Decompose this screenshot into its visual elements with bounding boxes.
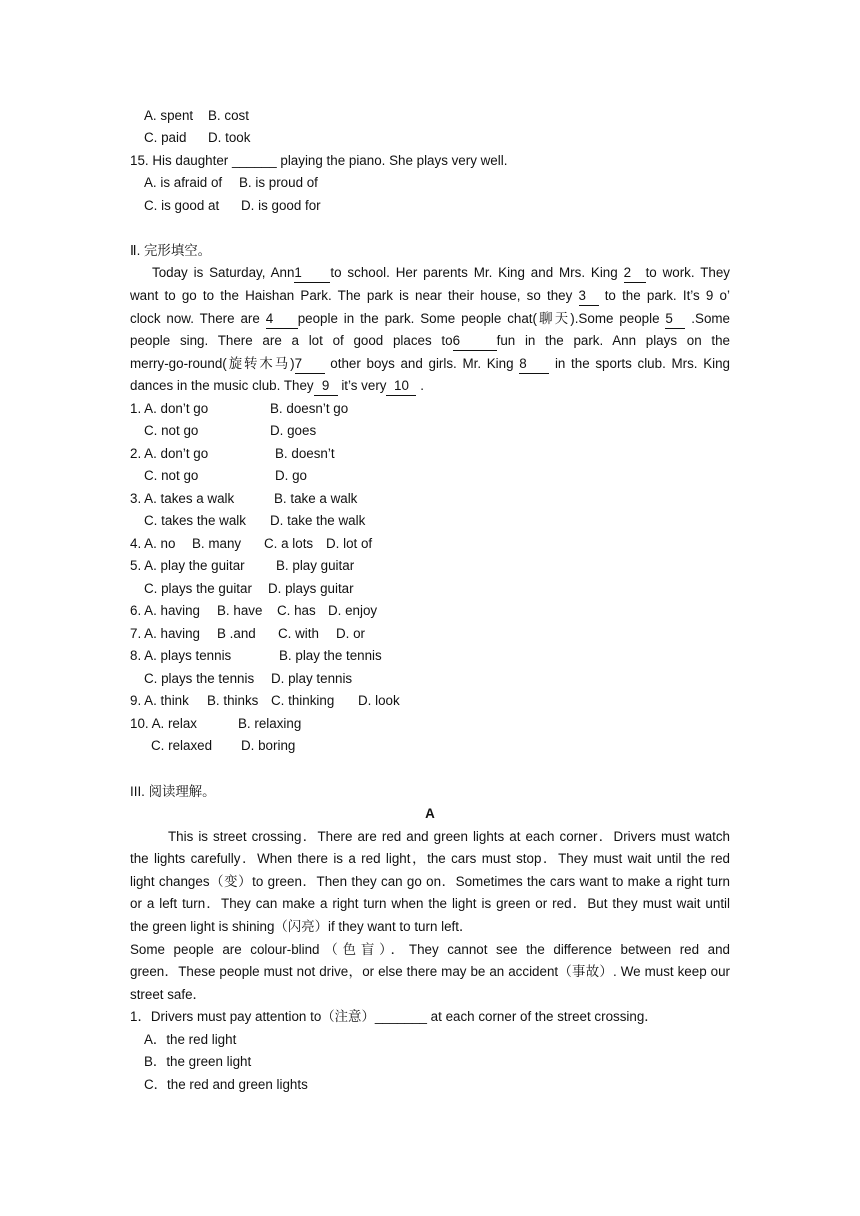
q14-option-b: B. cost (208, 108, 249, 123)
cloze-q5-c: C. plays the guitar (144, 581, 252, 596)
reading-q1-stem: 1．Drivers must pay attention to（注意）_______ at each corner of the street crossing． (130, 1009, 658, 1024)
cloze-q9-d: D. look (358, 693, 400, 708)
reading-line-7: green．These people must not drive，or else there may be an accident（事故）. We must keep our (130, 964, 730, 979)
cloze-q4-d: D. lot of (326, 536, 373, 551)
text: to school. Her parents Mr. King and Mrs. King (330, 265, 624, 280)
blank-10: 10 (386, 377, 416, 396)
blank-5: 5 (665, 310, 685, 329)
q15-option-d: D. is good for (241, 198, 321, 213)
passage-line-5 (130, 353, 730, 375)
text: other boys and girls. Mr. King (324, 356, 520, 371)
cloze-q3-c: C. takes the walk (144, 513, 246, 528)
blank-8: 8 (519, 355, 549, 374)
section2-heading: Ⅱ. 完形填空。 (130, 243, 211, 258)
blank-7: 7 (295, 355, 325, 374)
passage-line-6 (130, 375, 730, 397)
cloze-q8-c: C. plays the tennis (144, 671, 255, 686)
cloze-q3-a: 3. A. takes a walk (130, 491, 235, 506)
reading-q1-option-b: B．the green light (144, 1054, 252, 1069)
text: fun in the park. Ann plays on the (496, 333, 730, 348)
cloze-q3-b: B. take a walk (274, 491, 358, 506)
section3-heading: III. 阅读理解。 (130, 784, 216, 799)
text: want to go to the Haishan Park. The park is near their house, so they (130, 288, 579, 303)
reading-line-5: the green light is shining（闪亮）if they want to turn left． (130, 919, 473, 934)
text: .Some (685, 311, 730, 326)
cloze-q9-a: 9. A. think (130, 693, 189, 708)
passage-a-label: A (425, 806, 435, 821)
cloze-q4-c: C. a lots (264, 536, 314, 551)
passage-line-2 (130, 285, 730, 307)
cloze-q1-c: C. not go (144, 423, 199, 438)
cloze-q6-b: B. have (217, 603, 263, 618)
cloze-q7-a: 7. A. having (130, 626, 200, 641)
cloze-q2-c: C. not go (144, 468, 199, 483)
q15-option-a: A. is afraid of (144, 175, 223, 190)
text: people in the park. Some people chat(聊天).Some people (297, 311, 666, 326)
cloze-q2-d: D. go (275, 468, 308, 483)
cloze-q10-b: B. relaxing (238, 716, 302, 731)
passage-line-1 (130, 262, 730, 284)
q14-option-d: D. took (208, 130, 251, 145)
cloze-q10-d: D. boring (241, 738, 296, 753)
blank-3: 3 (579, 287, 599, 306)
cloze-q10-c: C. relaxed (151, 738, 213, 753)
q14-option-a: A. spent (144, 108, 194, 123)
text: Today is Saturday, Ann (152, 265, 295, 280)
reading-line-8: street safe． (130, 987, 206, 1002)
cloze-q6-c: C. has (277, 603, 316, 618)
cloze-q5-b: B. play guitar (276, 558, 355, 573)
cloze-q5-d: D. plays guitar (268, 581, 354, 596)
cloze-q10-a: 10. A. relax (130, 716, 197, 731)
reading-line-1: This is street crossing．There are red and green lights at each corner．Drivers must watch (168, 829, 730, 844)
blank-1: 1 (294, 264, 330, 283)
cloze-q9-c: C. thinking (271, 693, 335, 708)
text: it’s very (337, 378, 387, 393)
cloze-q4-b: B. many (192, 536, 242, 551)
cloze-q7-d: D. or (336, 626, 366, 641)
text: people sing. There are a lot of good places to (130, 333, 453, 348)
q15-option-b: B. is proud of (239, 175, 318, 190)
cloze-q8-b: B. play the tennis (279, 648, 382, 663)
q14-option-c: C. paid (144, 130, 187, 145)
text: . (416, 378, 424, 393)
cloze-q3-d: D. take the walk (270, 513, 366, 528)
cloze-q6-a: 6. A. having (130, 603, 200, 618)
text: merry-go-round(旋转木马) (130, 356, 295, 371)
reading-line-2: the lights carefully．When there is a red light，the cars must stop．They must wait until the red (130, 851, 730, 866)
cloze-q8-d: D. play tennis (271, 671, 353, 686)
cloze-q1-a: 1. A. don’t go (130, 401, 209, 416)
blank-6: 6 (453, 332, 497, 351)
reading-line-4: or a left turn．They can make a right turn when the light is green or red．But they must wait until (130, 896, 730, 911)
reading-line-3: light changes（变）to green．Then they can go on．Sometimes the cars want to make a right turn (130, 874, 730, 889)
cloze-q2-b: B. doesn’t (275, 446, 335, 461)
cloze-q5-a: 5. A. play the guitar (130, 558, 245, 573)
q15-option-c: C. is good at (144, 198, 220, 213)
reading-q1-option-c: C．the red and green lights (144, 1077, 308, 1092)
text: in the sports club. Mrs. King (549, 356, 730, 371)
cloze-q1-d: D. goes (270, 423, 317, 438)
text: to the park. It’s 9 o’ (598, 288, 730, 303)
blank-2: 2 (624, 264, 646, 283)
cloze-q7-c: C. with (278, 626, 319, 641)
passage-line-4 (130, 330, 730, 352)
cloze-q9-b: B. thinks (207, 693, 259, 708)
reading-line-6: Some people are colour-blind（色盲）．They cannot see the difference between red and (130, 942, 730, 957)
blank-4: 4 (266, 310, 298, 329)
cloze-q4-a: 4. A. no (130, 536, 176, 551)
q15-stem: 15. His daughter ______ playing the piano. She plays very well. (130, 153, 508, 168)
text: to work. They (645, 265, 730, 280)
text: dances in the music club. They (130, 378, 314, 393)
text: clock now. There are (130, 311, 266, 326)
cloze-q1-b: B. doesn’t go (270, 401, 349, 416)
reading-q1-option-a: A．the red light (144, 1032, 237, 1047)
cloze-q2-a: 2. A. don’t go (130, 446, 209, 461)
cloze-q6-d: D. enjoy (328, 603, 378, 618)
passage-line-3 (130, 308, 730, 330)
cloze-q8-a: 8. A. plays tennis (130, 648, 232, 663)
cloze-q7-b: B .and (217, 626, 256, 641)
blank-9: 9 (314, 377, 338, 396)
